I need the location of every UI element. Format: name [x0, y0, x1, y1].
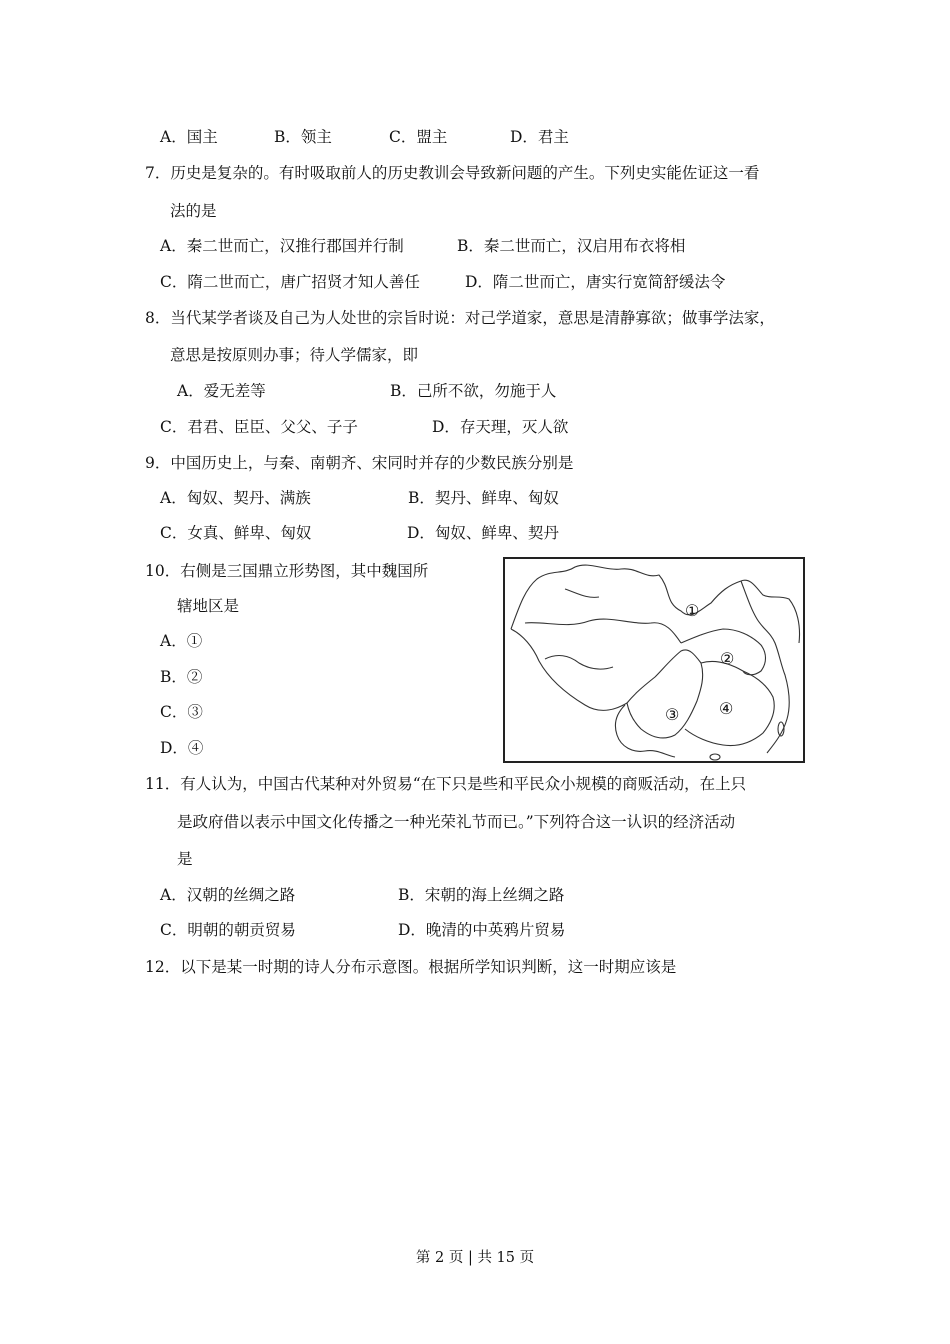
q6-option-b: B．领主: [274, 128, 332, 146]
q6-option-c: C．盟主: [389, 128, 448, 146]
q7-stem-line2: 法的是: [170, 202, 217, 220]
q8-stem-line1: 8．当代某学者谈及自己为人处世的宗旨时说：对己学道家，意思是清静寡欲；做事学法家，: [145, 309, 775, 327]
q11-option-a: A．汉朝的丝绸之路: [160, 886, 296, 904]
q10-option-b: B．②: [160, 668, 203, 686]
q8-option-c: C．君君、臣臣、父父、子子: [160, 418, 358, 436]
q10-stem-line2: 辖地区是: [177, 597, 240, 615]
q11-option-c: C．明朝的朝贡贸易: [160, 921, 296, 939]
q9-option-c: C．女真、鲜卑、匈奴: [160, 524, 312, 542]
three-kingdoms-map: [503, 557, 805, 763]
q11-stem-line2: 是政府借以表示中国文化传播之一种光荣礼节而已。”下列符合这一认识的经济活动: [177, 813, 736, 831]
q8-option-d: D．存天理，灭人欲: [432, 418, 569, 436]
q6-option-a: A．国主: [160, 128, 218, 146]
q8-stem-line2: 意思是按原则办事；待人学儒家，即: [170, 346, 419, 364]
page-footer: 第 2 页 | 共 15 页: [415, 1250, 535, 1266]
map-label-4: ④: [719, 699, 734, 718]
q9-option-d: D．匈奴、鲜卑、契丹: [407, 524, 559, 542]
map-label-2: ②: [720, 649, 735, 668]
q10-option-c: C．③: [160, 703, 203, 721]
q11-option-b: B．宋朝的海上丝绸之路: [398, 886, 565, 904]
q9-option-a: A．匈奴、契丹、满族: [160, 489, 311, 507]
q11-option-d: D．晚清的中英鸦片贸易: [398, 921, 566, 939]
q7-option-d: D．隋二世而亡，唐实行宽简舒缓法令: [465, 273, 726, 291]
q7-option-c: C．隋二世而亡，唐广招贤才知人善任: [160, 273, 420, 291]
q8-option-b: B．己所不欲，勿施于人: [390, 382, 557, 400]
map-label-3: ③: [665, 705, 680, 724]
q6-option-d: D．君主: [510, 128, 569, 146]
map-label-1: ①: [685, 601, 700, 620]
q9-option-b: B．契丹、鲜卑、匈奴: [408, 489, 559, 507]
q11-stem-line3: 是: [177, 850, 193, 868]
q8-option-a: A．爱无差等: [177, 382, 266, 400]
q12-stem: 12．以下是某一时期的诗人分布示意图。根据所学知识判断，这一时期应该是: [145, 958, 677, 976]
q10-stem-line1: 10．右侧是三国鼎立形势图，其中魏国所: [145, 562, 429, 580]
q7-option-b: B．秦二世而亡，汉启用布衣将相: [457, 237, 686, 255]
q9-stem: 9．中国历史上，与秦、南朝齐、宋同时并存的少数民族分别是: [145, 454, 574, 472]
q10-option-a: A．①: [160, 632, 203, 650]
q10-option-d: D．④: [160, 739, 204, 757]
q7-stem-line1: 7．历史是复杂的。有时吸取前人的历史教训会导致新问题的产生。下列史实能佐证这一看: [145, 164, 760, 182]
q11-stem-line1: 11．有人认为，中国古代某种对外贸易“在下只是些和平民众小规模的商贩活动，在上只: [145, 775, 747, 793]
map-outline-drawing: [505, 559, 803, 761]
q7-option-a: A．秦二世而亡，汉推行郡国并行制: [160, 237, 404, 255]
